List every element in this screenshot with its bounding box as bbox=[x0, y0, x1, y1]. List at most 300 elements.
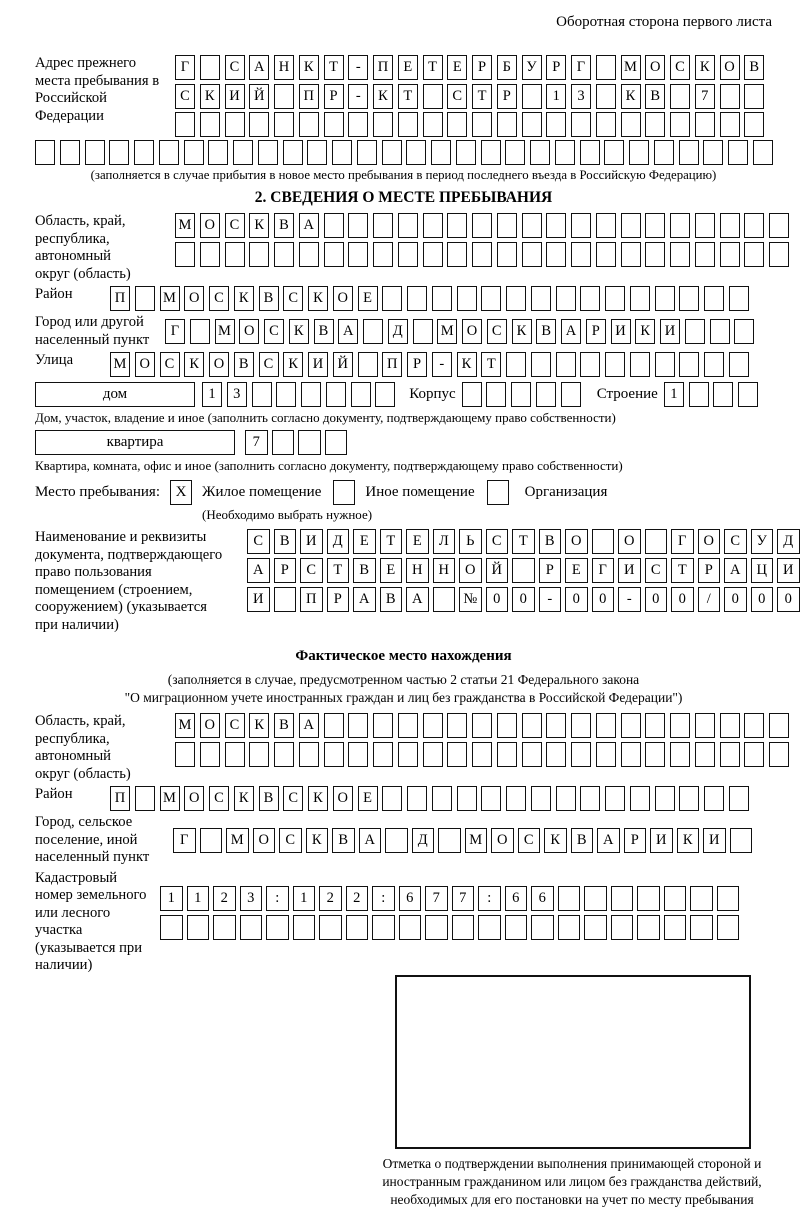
char-cell[interactable] bbox=[670, 112, 690, 137]
char-cell[interactable]: О bbox=[720, 55, 740, 80]
char-cell[interactable] bbox=[558, 915, 581, 940]
char-cell[interactable]: О bbox=[565, 529, 588, 554]
char-cell[interactable]: Р bbox=[324, 84, 344, 109]
char-cell[interactable] bbox=[249, 242, 269, 267]
char-cell[interactable]: С bbox=[225, 213, 245, 238]
char-cell[interactable] bbox=[730, 828, 753, 853]
char-cell[interactable] bbox=[505, 140, 525, 165]
char-cell[interactable]: С bbox=[225, 55, 245, 80]
char-cell[interactable] bbox=[571, 713, 591, 738]
char-cell[interactable]: Р bbox=[624, 828, 647, 853]
char-cell[interactable]: Н bbox=[433, 558, 456, 583]
char-cell[interactable] bbox=[645, 242, 665, 267]
char-cell[interactable]: П bbox=[382, 352, 402, 377]
char-cell[interactable] bbox=[299, 242, 319, 267]
char-cell[interactable] bbox=[604, 140, 624, 165]
char-cell[interactable]: К bbox=[306, 828, 329, 853]
char-cell[interactable] bbox=[611, 915, 634, 940]
char-cell[interactable]: Т bbox=[512, 529, 535, 554]
char-cell[interactable] bbox=[225, 112, 245, 137]
char-cell[interactable] bbox=[690, 886, 713, 911]
char-cell[interactable] bbox=[249, 742, 269, 767]
char-cell[interactable]: В bbox=[259, 286, 279, 311]
char-cell[interactable]: С bbox=[486, 529, 509, 554]
char-cell[interactable]: И bbox=[611, 319, 631, 344]
char-cell[interactable] bbox=[307, 140, 327, 165]
char-cell[interactable] bbox=[35, 140, 55, 165]
char-cell[interactable] bbox=[605, 286, 625, 311]
char-cell[interactable]: И bbox=[308, 352, 328, 377]
char-cell[interactable]: Ц bbox=[751, 558, 774, 583]
checkbox-other-premises[interactable] bbox=[333, 480, 355, 505]
char-cell[interactable] bbox=[555, 140, 575, 165]
char-cell[interactable]: К bbox=[308, 786, 328, 811]
char-cell[interactable]: 7 bbox=[425, 886, 448, 911]
char-cell[interactable] bbox=[720, 84, 740, 109]
char-cell[interactable]: Е bbox=[358, 286, 378, 311]
char-cell[interactable]: С bbox=[279, 828, 302, 853]
char-cell[interactable]: В bbox=[332, 828, 355, 853]
char-cell[interactable] bbox=[679, 352, 699, 377]
char-cell[interactable] bbox=[670, 84, 690, 109]
char-cell[interactable]: М bbox=[175, 713, 195, 738]
char-cell[interactable] bbox=[293, 915, 316, 940]
char-cell[interactable] bbox=[546, 213, 566, 238]
char-cell[interactable] bbox=[522, 84, 542, 109]
char-cell[interactable]: И bbox=[247, 587, 270, 612]
char-cell[interactable]: 6 bbox=[531, 886, 554, 911]
char-cell[interactable] bbox=[200, 112, 220, 137]
char-cell[interactable] bbox=[744, 242, 764, 267]
char-cell[interactable] bbox=[497, 213, 517, 238]
char-cell[interactable]: М bbox=[465, 828, 488, 853]
char-cell[interactable] bbox=[175, 112, 195, 137]
char-cell[interactable] bbox=[670, 713, 690, 738]
char-cell[interactable] bbox=[695, 242, 715, 267]
char-cell[interactable]: Б bbox=[497, 55, 517, 80]
char-cell[interactable]: Р bbox=[327, 587, 350, 612]
char-cell[interactable]: / bbox=[698, 587, 721, 612]
char-cell[interactable] bbox=[556, 786, 576, 811]
char-cell[interactable]: С bbox=[225, 713, 245, 738]
char-cell[interactable]: А bbox=[247, 558, 270, 583]
char-cell[interactable]: С bbox=[283, 786, 303, 811]
char-cell[interactable]: О bbox=[459, 558, 482, 583]
char-cell[interactable] bbox=[423, 742, 443, 767]
char-cell[interactable] bbox=[522, 213, 542, 238]
char-cell[interactable]: Д bbox=[388, 319, 408, 344]
char-cell[interactable]: К bbox=[289, 319, 309, 344]
char-cell[interactable]: Д bbox=[327, 529, 350, 554]
char-cell[interactable]: И bbox=[618, 558, 641, 583]
char-cell[interactable]: Т bbox=[398, 84, 418, 109]
char-cell[interactable] bbox=[425, 915, 448, 940]
char-cell[interactable]: С bbox=[209, 286, 229, 311]
char-cell[interactable]: А bbox=[249, 55, 269, 80]
char-cell[interactable] bbox=[571, 112, 591, 137]
char-cell[interactable] bbox=[363, 319, 383, 344]
char-cell[interactable]: У bbox=[522, 55, 542, 80]
char-cell[interactable] bbox=[506, 352, 526, 377]
char-cell[interactable] bbox=[522, 242, 542, 267]
char-cell[interactable] bbox=[373, 213, 393, 238]
char-cell[interactable] bbox=[399, 915, 422, 940]
char-cell[interactable]: Е bbox=[380, 558, 403, 583]
char-cell[interactable]: Л bbox=[433, 529, 456, 554]
char-cell[interactable] bbox=[462, 382, 482, 407]
char-cell[interactable]: В bbox=[274, 213, 294, 238]
char-cell[interactable] bbox=[497, 742, 517, 767]
char-cell[interactable]: О bbox=[462, 319, 482, 344]
char-cell[interactable] bbox=[695, 112, 715, 137]
char-cell[interactable]: Й bbox=[486, 558, 509, 583]
char-cell[interactable] bbox=[556, 352, 576, 377]
char-cell[interactable] bbox=[720, 742, 740, 767]
char-cell[interactable]: В bbox=[274, 713, 294, 738]
char-cell[interactable] bbox=[584, 886, 607, 911]
char-cell[interactable] bbox=[373, 242, 393, 267]
char-cell[interactable] bbox=[679, 286, 699, 311]
char-cell[interactable]: Е bbox=[358, 786, 378, 811]
char-cell[interactable] bbox=[348, 742, 368, 767]
char-cell[interactable] bbox=[685, 319, 705, 344]
char-cell[interactable] bbox=[135, 286, 155, 311]
char-cell[interactable] bbox=[486, 382, 506, 407]
char-cell[interactable]: К bbox=[283, 352, 303, 377]
char-cell[interactable] bbox=[373, 112, 393, 137]
char-cell[interactable] bbox=[358, 352, 378, 377]
char-cell[interactable] bbox=[637, 915, 660, 940]
char-cell[interactable] bbox=[497, 112, 517, 137]
char-cell[interactable]: Е bbox=[398, 55, 418, 80]
char-cell[interactable] bbox=[605, 352, 625, 377]
char-cell[interactable] bbox=[556, 286, 576, 311]
char-cell[interactable]: С bbox=[259, 352, 279, 377]
char-cell[interactable]: 0 bbox=[565, 587, 588, 612]
char-cell[interactable] bbox=[472, 112, 492, 137]
char-cell[interactable] bbox=[753, 140, 773, 165]
char-cell[interactable]: В bbox=[539, 529, 562, 554]
char-cell[interactable] bbox=[398, 742, 418, 767]
char-cell[interactable] bbox=[481, 140, 501, 165]
char-cell[interactable]: С bbox=[175, 84, 195, 109]
char-cell[interactable] bbox=[729, 352, 749, 377]
char-cell[interactable]: М bbox=[621, 55, 641, 80]
char-cell[interactable] bbox=[452, 915, 475, 940]
char-cell[interactable] bbox=[299, 112, 319, 137]
char-cell[interactable]: О bbox=[645, 55, 665, 80]
char-cell[interactable]: К bbox=[635, 319, 655, 344]
char-cell[interactable] bbox=[159, 140, 179, 165]
char-cell[interactable]: 2 bbox=[346, 886, 369, 911]
char-cell[interactable] bbox=[522, 112, 542, 137]
char-cell[interactable]: Г bbox=[175, 55, 195, 80]
char-cell[interactable] bbox=[319, 915, 342, 940]
char-cell[interactable] bbox=[531, 286, 551, 311]
char-cell[interactable]: Т bbox=[380, 529, 403, 554]
char-cell[interactable]: С bbox=[209, 786, 229, 811]
char-cell[interactable] bbox=[679, 786, 699, 811]
char-cell[interactable] bbox=[190, 319, 210, 344]
char-cell[interactable]: 6 bbox=[399, 886, 422, 911]
char-cell[interactable] bbox=[423, 84, 443, 109]
char-cell[interactable]: А bbox=[338, 319, 358, 344]
char-cell[interactable] bbox=[690, 915, 713, 940]
char-cell[interactable]: А bbox=[299, 713, 319, 738]
char-cell[interactable] bbox=[225, 242, 245, 267]
char-cell[interactable]: В bbox=[536, 319, 556, 344]
char-cell[interactable] bbox=[406, 140, 426, 165]
char-cell[interactable]: 0 bbox=[751, 587, 774, 612]
char-cell[interactable]: В bbox=[380, 587, 403, 612]
char-cell[interactable] bbox=[522, 713, 542, 738]
char-cell[interactable]: Г bbox=[592, 558, 615, 583]
char-cell[interactable] bbox=[720, 213, 740, 238]
char-cell[interactable] bbox=[348, 242, 368, 267]
char-cell[interactable] bbox=[670, 213, 690, 238]
char-cell[interactable] bbox=[373, 713, 393, 738]
char-cell[interactable] bbox=[546, 713, 566, 738]
char-cell[interactable]: О bbox=[200, 713, 220, 738]
char-cell[interactable]: О bbox=[184, 786, 204, 811]
char-cell[interactable]: В bbox=[314, 319, 334, 344]
char-cell[interactable] bbox=[522, 742, 542, 767]
char-cell[interactable]: О bbox=[239, 319, 259, 344]
char-cell[interactable] bbox=[398, 242, 418, 267]
char-cell[interactable] bbox=[769, 742, 789, 767]
char-cell[interactable] bbox=[728, 140, 748, 165]
char-cell[interactable]: А bbox=[359, 828, 382, 853]
char-cell[interactable] bbox=[512, 558, 535, 583]
char-cell[interactable] bbox=[299, 742, 319, 767]
char-cell[interactable] bbox=[478, 915, 501, 940]
char-cell[interactable] bbox=[423, 713, 443, 738]
char-cell[interactable] bbox=[506, 286, 526, 311]
char-cell[interactable] bbox=[160, 915, 183, 940]
char-cell[interactable]: Г bbox=[173, 828, 196, 853]
char-cell[interactable] bbox=[266, 915, 289, 940]
char-cell[interactable] bbox=[385, 828, 408, 853]
char-cell[interactable] bbox=[664, 915, 687, 940]
char-cell[interactable] bbox=[744, 112, 764, 137]
char-cell[interactable] bbox=[720, 242, 740, 267]
char-cell[interactable]: О bbox=[333, 286, 353, 311]
char-cell[interactable] bbox=[511, 382, 531, 407]
char-cell[interactable] bbox=[252, 382, 272, 407]
char-cell[interactable]: 0 bbox=[512, 587, 535, 612]
char-cell[interactable] bbox=[536, 382, 556, 407]
char-cell[interactable] bbox=[472, 213, 492, 238]
char-cell[interactable]: О bbox=[184, 286, 204, 311]
char-cell[interactable]: С bbox=[670, 55, 690, 80]
char-cell[interactable]: Д bbox=[777, 529, 800, 554]
char-cell[interactable]: С bbox=[487, 319, 507, 344]
char-cell[interactable]: И bbox=[703, 828, 726, 853]
char-cell[interactable]: 7 bbox=[245, 430, 268, 455]
checkbox-organization[interactable] bbox=[487, 480, 509, 505]
char-cell[interactable] bbox=[546, 242, 566, 267]
char-cell[interactable] bbox=[531, 352, 551, 377]
char-cell[interactable] bbox=[423, 242, 443, 267]
char-cell[interactable]: 0 bbox=[671, 587, 694, 612]
char-cell[interactable] bbox=[561, 382, 581, 407]
char-cell[interactable]: - bbox=[348, 55, 368, 80]
char-cell[interactable]: Т bbox=[324, 55, 344, 80]
char-cell[interactable] bbox=[348, 213, 368, 238]
char-cell[interactable]: А bbox=[406, 587, 429, 612]
char-cell[interactable]: 6 bbox=[505, 886, 528, 911]
char-cell[interactable]: Ь bbox=[459, 529, 482, 554]
char-cell[interactable] bbox=[621, 213, 641, 238]
char-cell[interactable] bbox=[695, 713, 715, 738]
char-cell[interactable]: С bbox=[447, 84, 467, 109]
char-cell[interactable]: К bbox=[695, 55, 715, 80]
char-cell[interactable] bbox=[187, 915, 210, 940]
char-cell[interactable] bbox=[596, 112, 616, 137]
char-cell[interactable] bbox=[744, 713, 764, 738]
char-cell[interactable]: П bbox=[373, 55, 393, 80]
char-cell[interactable]: М bbox=[160, 786, 180, 811]
char-cell[interactable]: А bbox=[724, 558, 747, 583]
char-cell[interactable]: 0 bbox=[592, 587, 615, 612]
char-cell[interactable]: О bbox=[333, 786, 353, 811]
char-cell[interactable] bbox=[135, 786, 155, 811]
char-cell[interactable] bbox=[175, 742, 195, 767]
char-cell[interactable] bbox=[272, 430, 295, 455]
char-cell[interactable] bbox=[375, 382, 395, 407]
char-cell[interactable] bbox=[645, 112, 665, 137]
char-cell[interactable] bbox=[717, 886, 740, 911]
char-cell[interactable] bbox=[249, 112, 269, 137]
char-cell[interactable] bbox=[655, 286, 675, 311]
char-cell[interactable] bbox=[298, 430, 321, 455]
char-cell[interactable]: С bbox=[264, 319, 284, 344]
char-cell[interactable] bbox=[744, 742, 764, 767]
char-cell[interactable] bbox=[398, 112, 418, 137]
char-cell[interactable]: № bbox=[459, 587, 482, 612]
char-cell[interactable] bbox=[621, 242, 641, 267]
char-cell[interactable]: К bbox=[457, 352, 477, 377]
char-cell[interactable] bbox=[175, 242, 195, 267]
char-cell[interactable] bbox=[621, 112, 641, 137]
char-cell[interactable]: Р bbox=[497, 84, 517, 109]
char-cell[interactable]: В bbox=[274, 529, 297, 554]
char-cell[interactable] bbox=[324, 742, 344, 767]
char-cell[interactable]: О bbox=[200, 213, 220, 238]
char-cell[interactable]: 0 bbox=[724, 587, 747, 612]
char-cell[interactable] bbox=[596, 84, 616, 109]
char-cell[interactable] bbox=[324, 242, 344, 267]
char-cell[interactable] bbox=[596, 242, 616, 267]
char-cell[interactable]: - bbox=[539, 587, 562, 612]
char-cell[interactable]: П bbox=[299, 84, 319, 109]
char-cell[interactable] bbox=[382, 140, 402, 165]
char-cell[interactable] bbox=[258, 140, 278, 165]
char-cell[interactable]: Р bbox=[586, 319, 606, 344]
char-cell[interactable] bbox=[546, 742, 566, 767]
char-cell[interactable]: 1 bbox=[546, 84, 566, 109]
char-cell[interactable]: Р bbox=[698, 558, 721, 583]
char-cell[interactable]: К bbox=[621, 84, 641, 109]
char-cell[interactable]: О bbox=[618, 529, 641, 554]
char-cell[interactable] bbox=[432, 786, 452, 811]
char-cell[interactable] bbox=[596, 713, 616, 738]
char-cell[interactable]: Й bbox=[333, 352, 353, 377]
char-cell[interactable] bbox=[301, 382, 321, 407]
char-cell[interactable]: И bbox=[650, 828, 673, 853]
char-cell[interactable] bbox=[398, 713, 418, 738]
char-cell[interactable]: 7 bbox=[695, 84, 715, 109]
char-cell[interactable] bbox=[637, 886, 660, 911]
char-cell[interactable] bbox=[432, 286, 452, 311]
char-cell[interactable]: С bbox=[300, 558, 323, 583]
char-cell[interactable] bbox=[738, 382, 758, 407]
char-cell[interactable] bbox=[695, 213, 715, 238]
char-cell[interactable] bbox=[447, 742, 467, 767]
char-cell[interactable]: Р bbox=[546, 55, 566, 80]
char-cell[interactable]: - bbox=[618, 587, 641, 612]
char-cell[interactable] bbox=[584, 915, 607, 940]
char-cell[interactable]: Р bbox=[274, 558, 297, 583]
char-cell[interactable]: Т bbox=[423, 55, 443, 80]
char-cell[interactable] bbox=[596, 742, 616, 767]
char-cell[interactable]: К bbox=[234, 286, 254, 311]
char-cell[interactable] bbox=[655, 786, 675, 811]
char-cell[interactable] bbox=[689, 382, 709, 407]
char-cell[interactable] bbox=[664, 886, 687, 911]
char-cell[interactable] bbox=[472, 242, 492, 267]
char-cell[interactable] bbox=[655, 352, 675, 377]
char-cell[interactable]: 1 bbox=[202, 382, 222, 407]
char-cell[interactable] bbox=[717, 915, 740, 940]
char-cell[interactable] bbox=[630, 286, 650, 311]
char-cell[interactable] bbox=[645, 213, 665, 238]
char-cell[interactable] bbox=[274, 242, 294, 267]
char-cell[interactable] bbox=[134, 140, 154, 165]
char-cell[interactable] bbox=[208, 140, 228, 165]
char-cell[interactable]: Т bbox=[472, 84, 492, 109]
char-cell[interactable] bbox=[324, 213, 344, 238]
char-cell[interactable]: М bbox=[437, 319, 457, 344]
char-cell[interactable] bbox=[457, 786, 477, 811]
char-cell[interactable]: К bbox=[544, 828, 567, 853]
char-cell[interactable] bbox=[530, 140, 550, 165]
char-cell[interactable] bbox=[744, 213, 764, 238]
char-cell[interactable] bbox=[109, 140, 129, 165]
char-cell[interactable]: В bbox=[353, 558, 376, 583]
char-cell[interactable]: 3 bbox=[227, 382, 247, 407]
char-cell[interactable] bbox=[629, 140, 649, 165]
char-cell[interactable]: Е bbox=[447, 55, 467, 80]
char-cell[interactable] bbox=[447, 713, 467, 738]
char-cell[interactable] bbox=[274, 742, 294, 767]
char-cell[interactable] bbox=[497, 713, 517, 738]
char-cell[interactable]: П bbox=[300, 587, 323, 612]
char-cell[interactable] bbox=[621, 742, 641, 767]
char-cell[interactable]: 1 bbox=[160, 886, 183, 911]
char-cell[interactable] bbox=[274, 84, 294, 109]
char-cell[interactable]: 2 bbox=[319, 886, 342, 911]
char-cell[interactable] bbox=[225, 742, 245, 767]
char-cell[interactable]: К bbox=[200, 84, 220, 109]
char-cell[interactable] bbox=[413, 319, 433, 344]
char-cell[interactable]: С bbox=[724, 529, 747, 554]
char-cell[interactable]: Т bbox=[671, 558, 694, 583]
char-cell[interactable] bbox=[431, 140, 451, 165]
char-cell[interactable]: О bbox=[253, 828, 276, 853]
char-cell[interactable] bbox=[438, 828, 461, 853]
char-cell[interactable]: Г bbox=[165, 319, 185, 344]
